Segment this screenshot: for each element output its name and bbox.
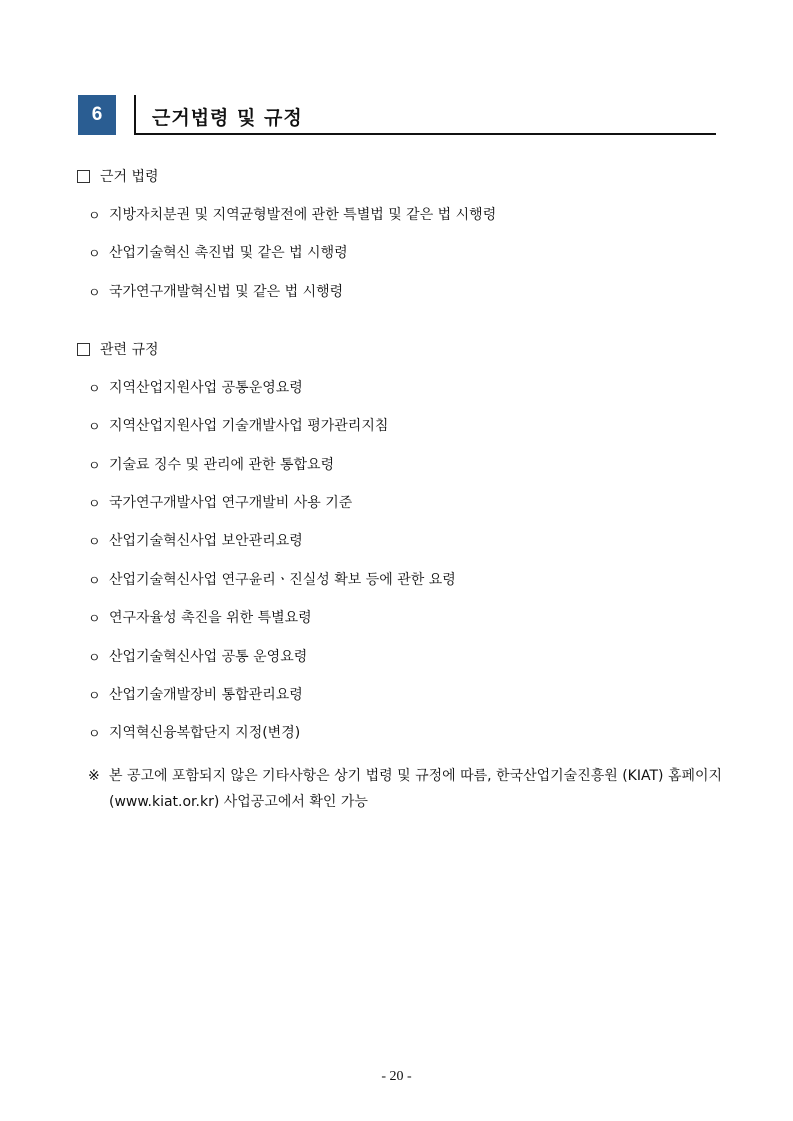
list-item-text: 기술료 징수 및 관리에 관한 통합요령 xyxy=(109,457,335,473)
circle-bullet-icon: ㅇ xyxy=(88,458,101,474)
list-item-text: 산업기술혁신사업 공통 운영요령 xyxy=(109,649,308,665)
circle-bullet-icon: ㅇ xyxy=(88,381,101,397)
list-item-text: 지역산업지원사업 기술개발사업 평가관리지침 xyxy=(109,418,389,434)
list-item-text: 지역혁신융복합단지 지정(변경) xyxy=(109,725,301,741)
list-item-text: 연구자율성 촉진을 위한 특별요령 xyxy=(109,610,312,626)
footnote xyxy=(88,763,728,815)
list-item xyxy=(88,646,307,666)
footnote-text: 본 공고에 포함되지 않은 기타사항은 상기 법령 및 규정에 따름, 한국산업기술진흥원 (KIAT) 홈페이지(www.kiat.or.kr) 사업공고에서 확인 가능 xyxy=(109,768,723,810)
header-divider xyxy=(134,95,136,135)
page-number: - 20 - xyxy=(381,1069,412,1084)
section-number: 6 xyxy=(78,95,116,135)
circle-bullet-icon: ㅇ xyxy=(88,419,101,435)
circle-bullet-icon: ㅇ xyxy=(88,573,101,589)
list-item-text: 산업기술혁신 촉진법 및 같은 법 시행령 xyxy=(109,245,348,261)
circle-bullet-icon: ㅇ xyxy=(88,208,101,224)
list-item xyxy=(88,281,343,301)
list-item xyxy=(88,684,303,704)
circle-bullet-icon: ㅇ xyxy=(88,246,101,262)
list-item xyxy=(88,722,300,742)
list-item xyxy=(88,415,388,435)
list-item xyxy=(88,530,303,550)
list-item xyxy=(88,492,352,512)
section-heading-related-rules xyxy=(77,339,159,359)
circle-bullet-icon: ㅇ xyxy=(88,534,101,550)
section-header xyxy=(78,95,716,135)
list-item-text: 지역산업지원사업 공통운영요령 xyxy=(109,380,303,396)
list-item xyxy=(88,454,334,474)
section-heading-basis-laws xyxy=(77,166,159,186)
square-bullet-icon xyxy=(77,343,90,356)
section-heading-label: 관련 규정 xyxy=(100,342,159,358)
list-item-text: 산업기술개발장비 통합관리요령 xyxy=(109,687,303,703)
list-item-text: 산업기술혁신사업 연구윤리ㆍ진실성 확보 등에 관한 요령 xyxy=(109,572,456,588)
circle-bullet-icon: ㅇ xyxy=(88,285,101,301)
list-item xyxy=(88,569,456,589)
circle-bullet-icon: ㅇ xyxy=(88,688,101,704)
circle-bullet-icon: ㅇ xyxy=(88,726,101,742)
list-item xyxy=(88,377,303,397)
list-item xyxy=(88,242,348,262)
circle-bullet-icon: ㅇ xyxy=(88,650,101,666)
header-underline xyxy=(134,133,716,135)
list-item-text: 국가연구개발사업 연구개발비 사용 기준 xyxy=(109,495,353,511)
section-heading-label: 근거 법령 xyxy=(100,169,159,185)
circle-bullet-icon: ㅇ xyxy=(88,496,101,512)
square-bullet-icon xyxy=(77,170,90,183)
list-item-text: 지방자치분권 및 지역균형발전에 관한 특별법 및 같은 법 시행령 xyxy=(109,207,497,223)
circle-bullet-icon: ㅇ xyxy=(88,611,101,627)
section-title: 근거법령 및 규정 xyxy=(152,107,303,129)
list-item xyxy=(88,204,496,224)
list-item-text: 산업기술혁신사업 보안관리요령 xyxy=(109,533,303,549)
list-item-text: 국가연구개발혁신법 및 같은 법 시행령 xyxy=(109,284,344,300)
list-item xyxy=(88,607,312,627)
reference-mark-icon: ※ xyxy=(88,768,100,784)
